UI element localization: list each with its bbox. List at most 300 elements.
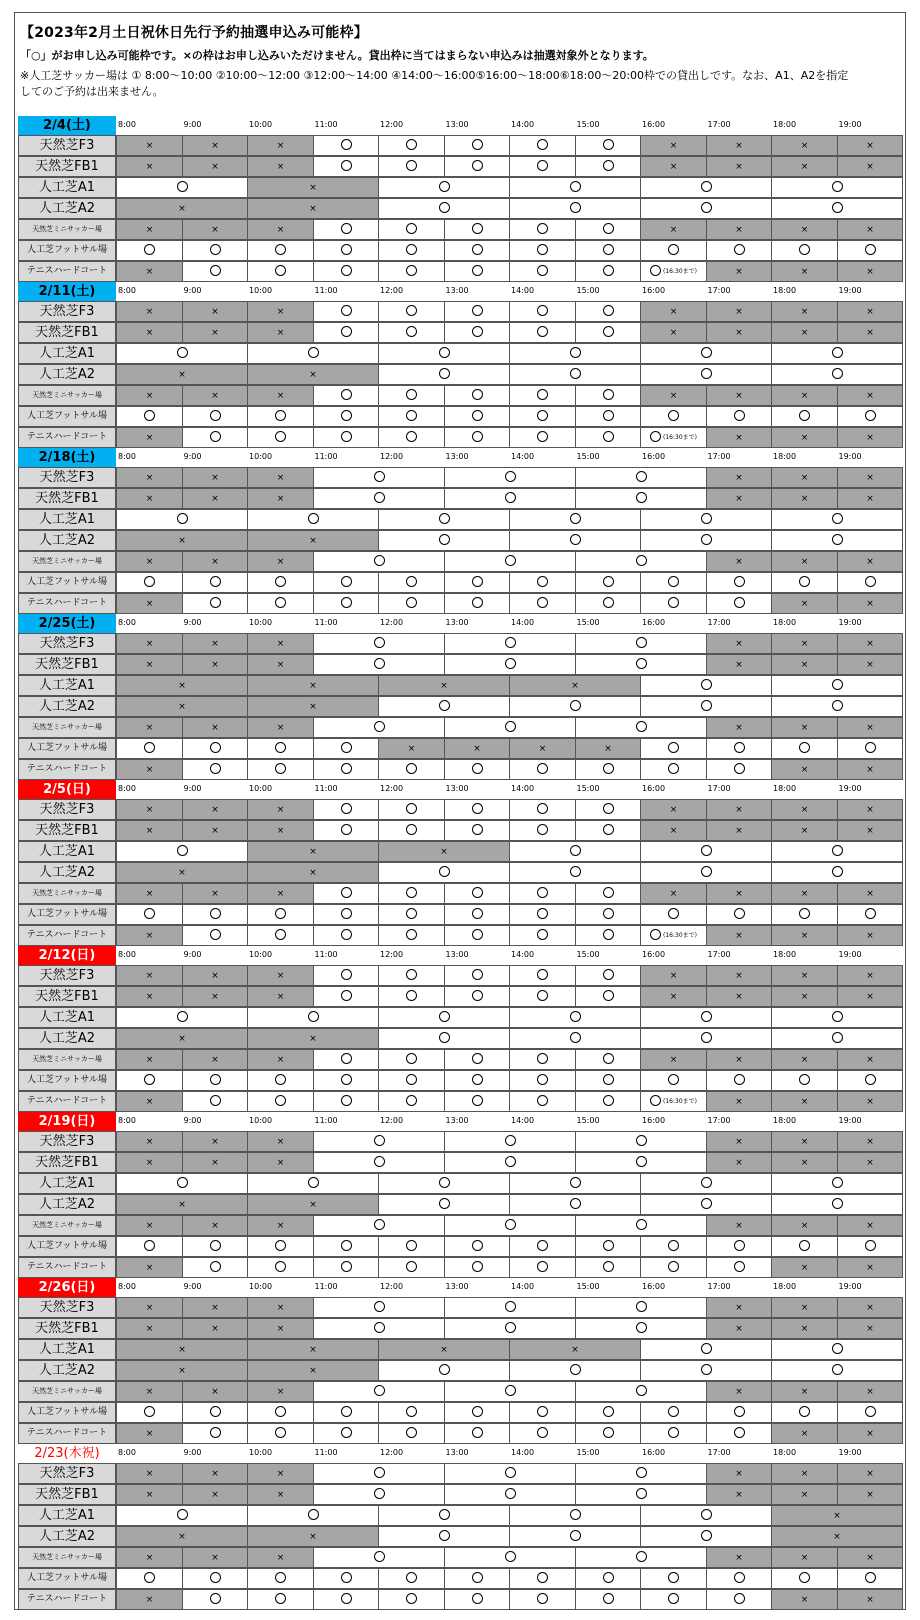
available-slot[interactable] (313, 322, 379, 343)
available-slot[interactable] (837, 1236, 903, 1257)
available-slot[interactable] (313, 1257, 379, 1278)
available-slot[interactable] (509, 1049, 576, 1070)
available-slot[interactable] (575, 1131, 707, 1152)
available-slot[interactable] (575, 925, 641, 946)
available-slot[interactable] (706, 240, 772, 261)
available-slot[interactable] (509, 156, 576, 177)
available-slot[interactable] (313, 1215, 445, 1236)
available-slot[interactable] (837, 1070, 903, 1091)
available-slot[interactable] (444, 717, 576, 738)
available-slot[interactable] (509, 1589, 576, 1610)
available-slot[interactable] (378, 322, 445, 343)
available-slot[interactable] (378, 820, 445, 841)
available-slot[interactable] (706, 593, 772, 614)
available-slot[interactable] (313, 904, 379, 925)
available-slot[interactable] (313, 799, 379, 820)
available-slot[interactable] (444, 1236, 510, 1257)
available-slot[interactable] (378, 1007, 510, 1028)
available-slot[interactable] (771, 904, 838, 925)
available-slot[interactable] (313, 385, 379, 406)
available-slot[interactable] (444, 965, 510, 986)
available-slot[interactable] (444, 1589, 510, 1610)
available-slot[interactable] (378, 862, 510, 883)
available-slot[interactable] (313, 1091, 379, 1112)
available-slot[interactable] (509, 799, 576, 820)
available-slot[interactable] (247, 1589, 314, 1610)
available-slot[interactable] (182, 759, 248, 780)
available-slot[interactable] (706, 738, 772, 759)
available-slot[interactable] (444, 156, 510, 177)
available-slot[interactable] (706, 572, 772, 593)
available-slot[interactable] (313, 240, 379, 261)
available-slot[interactable] (575, 1547, 707, 1568)
available-slot[interactable] (837, 1402, 903, 1423)
available-slot[interactable] (182, 572, 248, 593)
available-slot[interactable] (771, 509, 903, 530)
available-slot[interactable] (575, 301, 641, 322)
available-slot[interactable] (575, 551, 707, 572)
available-slot[interactable] (378, 177, 510, 198)
available-slot[interactable] (640, 530, 772, 551)
available-slot[interactable] (378, 1505, 510, 1526)
available-slot[interactable] (247, 1257, 314, 1278)
available-slot[interactable] (575, 717, 707, 738)
available-slot[interactable] (444, 406, 510, 427)
available-slot[interactable] (444, 551, 576, 572)
available-slot[interactable] (771, 1070, 838, 1091)
available-slot[interactable] (247, 738, 314, 759)
available-slot[interactable] (378, 925, 445, 946)
available-slot[interactable] (575, 1257, 641, 1278)
available-slot[interactable] (182, 1423, 248, 1444)
available-slot[interactable] (182, 1568, 248, 1589)
available-slot[interactable] (444, 467, 576, 488)
available-slot[interactable] (378, 799, 445, 820)
available-slot[interactable] (378, 198, 510, 219)
available-slot[interactable] (313, 219, 379, 240)
available-slot[interactable] (640, 427, 707, 448)
available-slot[interactable] (771, 530, 903, 551)
available-slot[interactable] (640, 240, 707, 261)
available-slot[interactable] (509, 883, 576, 904)
available-slot[interactable] (444, 633, 576, 654)
available-slot[interactable] (509, 593, 576, 614)
available-slot[interactable] (509, 1423, 576, 1444)
available-slot[interactable] (509, 820, 576, 841)
available-slot[interactable] (182, 406, 248, 427)
available-slot[interactable] (575, 904, 641, 925)
available-slot[interactable] (640, 572, 707, 593)
available-slot[interactable] (640, 1589, 707, 1610)
available-slot[interactable] (444, 1070, 510, 1091)
available-slot[interactable] (509, 385, 576, 406)
available-slot[interactable] (444, 385, 510, 406)
available-slot[interactable] (509, 1402, 576, 1423)
available-slot[interactable] (509, 965, 576, 986)
available-slot[interactable] (771, 198, 903, 219)
available-slot[interactable] (640, 198, 772, 219)
available-slot[interactable] (116, 509, 248, 530)
available-slot[interactable] (247, 1568, 314, 1589)
available-slot[interactable] (116, 1070, 183, 1091)
available-slot[interactable] (444, 1423, 510, 1444)
available-slot[interactable] (771, 1568, 838, 1589)
available-slot[interactable] (444, 488, 576, 509)
available-slot[interactable] (313, 551, 445, 572)
available-slot[interactable] (837, 904, 903, 925)
available-slot[interactable] (706, 1568, 772, 1589)
available-slot[interactable] (378, 1568, 445, 1589)
available-slot[interactable] (313, 717, 445, 738)
available-slot[interactable] (247, 427, 314, 448)
available-slot[interactable] (640, 862, 772, 883)
available-slot[interactable] (116, 841, 248, 862)
available-slot[interactable] (444, 301, 510, 322)
available-slot[interactable] (509, 572, 576, 593)
available-slot[interactable] (575, 1423, 641, 1444)
available-slot[interactable] (771, 696, 903, 717)
available-slot[interactable] (575, 1070, 641, 1091)
available-slot[interactable] (444, 1402, 510, 1423)
available-slot[interactable] (509, 219, 576, 240)
available-slot[interactable] (247, 904, 314, 925)
available-slot[interactable] (575, 427, 641, 448)
available-slot[interactable] (640, 1007, 772, 1028)
available-slot[interactable] (378, 156, 445, 177)
available-slot[interactable] (509, 1257, 576, 1278)
available-slot[interactable] (378, 759, 445, 780)
available-slot[interactable] (444, 1463, 576, 1484)
available-slot[interactable] (509, 509, 641, 530)
available-slot[interactable] (378, 509, 510, 530)
available-slot[interactable] (509, 904, 576, 925)
available-slot[interactable] (444, 925, 510, 946)
available-slot[interactable] (509, 759, 576, 780)
available-slot[interactable] (116, 1236, 183, 1257)
available-slot[interactable] (575, 1484, 707, 1505)
available-slot[interactable] (771, 343, 903, 364)
available-slot[interactable] (313, 986, 379, 1007)
available-slot[interactable] (313, 1402, 379, 1423)
available-slot[interactable] (640, 364, 772, 385)
available-slot[interactable] (378, 1194, 510, 1215)
available-slot[interactable] (575, 1236, 641, 1257)
available-slot[interactable] (378, 1526, 510, 1547)
available-slot[interactable] (575, 1318, 707, 1339)
available-slot[interactable] (444, 1131, 576, 1152)
available-slot[interactable] (575, 759, 641, 780)
available-slot[interactable] (509, 1173, 641, 1194)
available-slot[interactable] (313, 1152, 445, 1173)
available-slot[interactable] (182, 1257, 248, 1278)
available-slot[interactable] (575, 572, 641, 593)
available-slot[interactable] (575, 820, 641, 841)
available-slot[interactable] (313, 1589, 379, 1610)
available-slot[interactable] (640, 1360, 772, 1381)
available-slot[interactable] (313, 820, 379, 841)
available-slot[interactable] (444, 883, 510, 904)
available-slot[interactable] (313, 965, 379, 986)
available-slot[interactable] (509, 177, 641, 198)
available-slot[interactable] (640, 177, 772, 198)
available-slot[interactable] (575, 799, 641, 820)
available-slot[interactable] (247, 593, 314, 614)
available-slot[interactable] (509, 1070, 576, 1091)
available-slot[interactable] (378, 1070, 445, 1091)
available-slot[interactable] (706, 1402, 772, 1423)
available-slot[interactable] (116, 406, 183, 427)
available-slot[interactable] (182, 925, 248, 946)
available-slot[interactable] (313, 156, 379, 177)
available-slot[interactable] (247, 1402, 314, 1423)
available-slot[interactable] (182, 904, 248, 925)
available-slot[interactable] (313, 1297, 445, 1318)
available-slot[interactable] (640, 343, 772, 364)
available-slot[interactable] (378, 986, 445, 1007)
available-slot[interactable] (444, 904, 510, 925)
available-slot[interactable] (313, 1381, 445, 1402)
available-slot[interactable] (444, 1215, 576, 1236)
available-slot[interactable] (378, 219, 445, 240)
available-slot[interactable] (509, 841, 641, 862)
available-slot[interactable] (509, 1360, 641, 1381)
available-slot[interactable] (509, 261, 576, 282)
available-slot[interactable] (182, 1091, 248, 1112)
available-slot[interactable] (313, 1236, 379, 1257)
available-slot[interactable] (378, 1173, 510, 1194)
available-slot[interactable] (771, 240, 838, 261)
available-slot[interactable] (444, 1484, 576, 1505)
available-slot[interactable] (444, 572, 510, 593)
available-slot[interactable] (575, 1297, 707, 1318)
available-slot[interactable] (640, 738, 707, 759)
available-slot[interactable] (444, 1152, 576, 1173)
available-slot[interactable] (837, 738, 903, 759)
available-slot[interactable] (640, 1568, 707, 1589)
available-slot[interactable] (640, 406, 707, 427)
available-slot[interactable] (575, 593, 641, 614)
available-slot[interactable] (575, 654, 707, 675)
available-slot[interactable] (313, 1568, 379, 1589)
available-slot[interactable] (575, 1215, 707, 1236)
available-slot[interactable] (640, 675, 772, 696)
available-slot[interactable] (313, 1547, 445, 1568)
available-slot[interactable] (706, 1423, 772, 1444)
available-slot[interactable] (247, 1236, 314, 1257)
available-slot[interactable] (771, 841, 903, 862)
available-slot[interactable] (116, 1402, 183, 1423)
available-slot[interactable] (509, 427, 576, 448)
available-slot[interactable] (247, 1505, 379, 1526)
available-slot[interactable] (313, 633, 445, 654)
available-slot[interactable] (509, 301, 576, 322)
available-slot[interactable] (837, 1568, 903, 1589)
available-slot[interactable] (313, 1484, 445, 1505)
available-slot[interactable] (771, 1028, 903, 1049)
available-slot[interactable] (575, 883, 641, 904)
available-slot[interactable] (313, 925, 379, 946)
available-slot[interactable] (509, 1028, 641, 1049)
available-slot[interactable] (771, 1402, 838, 1423)
available-slot[interactable] (640, 261, 707, 282)
available-slot[interactable] (771, 572, 838, 593)
available-slot[interactable] (182, 1070, 248, 1091)
available-slot[interactable] (575, 633, 707, 654)
available-slot[interactable] (771, 1007, 903, 1028)
available-slot[interactable] (444, 820, 510, 841)
available-slot[interactable] (444, 986, 510, 1007)
available-slot[interactable] (837, 572, 903, 593)
available-slot[interactable] (509, 530, 641, 551)
available-slot[interactable] (509, 322, 576, 343)
available-slot[interactable] (837, 240, 903, 261)
available-slot[interactable] (182, 240, 248, 261)
available-slot[interactable] (313, 1318, 445, 1339)
available-slot[interactable] (247, 406, 314, 427)
available-slot[interactable] (378, 883, 445, 904)
available-slot[interactable] (575, 488, 707, 509)
available-slot[interactable] (509, 240, 576, 261)
available-slot[interactable] (378, 593, 445, 614)
available-slot[interactable] (444, 654, 576, 675)
available-slot[interactable] (116, 343, 248, 364)
available-slot[interactable] (575, 219, 641, 240)
available-slot[interactable] (116, 240, 183, 261)
available-slot[interactable] (575, 135, 641, 156)
available-slot[interactable] (378, 1360, 510, 1381)
available-slot[interactable] (444, 759, 510, 780)
available-slot[interactable] (575, 1152, 707, 1173)
available-slot[interactable] (771, 364, 903, 385)
available-slot[interactable] (509, 1568, 576, 1589)
available-slot[interactable] (116, 904, 183, 925)
available-slot[interactable] (378, 301, 445, 322)
available-slot[interactable] (378, 364, 510, 385)
available-slot[interactable] (116, 1173, 248, 1194)
available-slot[interactable] (313, 593, 379, 614)
available-slot[interactable] (313, 883, 379, 904)
available-slot[interactable] (313, 759, 379, 780)
available-slot[interactable] (182, 593, 248, 614)
available-slot[interactable] (706, 759, 772, 780)
available-slot[interactable] (182, 738, 248, 759)
available-slot[interactable] (509, 696, 641, 717)
available-slot[interactable] (575, 1381, 707, 1402)
available-slot[interactable] (837, 406, 903, 427)
available-slot[interactable] (640, 1423, 707, 1444)
available-slot[interactable] (575, 965, 641, 986)
available-slot[interactable] (313, 1463, 445, 1484)
available-slot[interactable] (575, 1402, 641, 1423)
available-slot[interactable] (313, 572, 379, 593)
available-slot[interactable] (509, 135, 576, 156)
available-slot[interactable] (771, 1236, 838, 1257)
available-slot[interactable] (378, 1091, 445, 1112)
available-slot[interactable] (575, 467, 707, 488)
available-slot[interactable] (771, 738, 838, 759)
available-slot[interactable] (444, 219, 510, 240)
available-slot[interactable] (378, 530, 510, 551)
available-slot[interactable] (378, 1423, 445, 1444)
available-slot[interactable] (378, 427, 445, 448)
available-slot[interactable] (706, 1589, 772, 1610)
available-slot[interactable] (313, 654, 445, 675)
available-slot[interactable] (575, 156, 641, 177)
available-slot[interactable] (640, 904, 707, 925)
available-slot[interactable] (640, 1194, 772, 1215)
available-slot[interactable] (771, 862, 903, 883)
available-slot[interactable] (378, 1028, 510, 1049)
available-slot[interactable] (247, 343, 379, 364)
available-slot[interactable] (640, 1257, 707, 1278)
available-slot[interactable] (444, 427, 510, 448)
available-slot[interactable] (378, 385, 445, 406)
available-slot[interactable] (378, 572, 445, 593)
available-slot[interactable] (575, 986, 641, 1007)
available-slot[interactable] (509, 1526, 641, 1547)
available-slot[interactable] (378, 406, 445, 427)
available-slot[interactable] (247, 759, 314, 780)
available-slot[interactable] (444, 593, 510, 614)
available-slot[interactable] (640, 759, 707, 780)
available-slot[interactable] (182, 427, 248, 448)
available-slot[interactable] (640, 1236, 707, 1257)
available-slot[interactable] (378, 904, 445, 925)
available-slot[interactable] (378, 135, 445, 156)
available-slot[interactable] (771, 406, 838, 427)
available-slot[interactable] (378, 1257, 445, 1278)
available-slot[interactable] (640, 1028, 772, 1049)
available-slot[interactable] (706, 1257, 772, 1278)
available-slot[interactable] (378, 696, 510, 717)
available-slot[interactable] (640, 696, 772, 717)
available-slot[interactable] (640, 841, 772, 862)
available-slot[interactable] (771, 1194, 903, 1215)
available-slot[interactable] (313, 406, 379, 427)
available-slot[interactable] (313, 427, 379, 448)
available-slot[interactable] (313, 1070, 379, 1091)
available-slot[interactable] (575, 261, 641, 282)
available-slot[interactable] (444, 1381, 576, 1402)
available-slot[interactable] (247, 509, 379, 530)
available-slot[interactable] (313, 1049, 379, 1070)
available-slot[interactable] (313, 467, 445, 488)
available-slot[interactable] (313, 261, 379, 282)
available-slot[interactable] (247, 1423, 314, 1444)
available-slot[interactable] (313, 135, 379, 156)
available-slot[interactable] (640, 509, 772, 530)
available-slot[interactable] (575, 406, 641, 427)
available-slot[interactable] (509, 364, 641, 385)
available-slot[interactable] (509, 343, 641, 364)
available-slot[interactable] (116, 177, 248, 198)
available-slot[interactable] (378, 1589, 445, 1610)
available-slot[interactable] (640, 1070, 707, 1091)
available-slot[interactable] (182, 261, 248, 282)
available-slot[interactable] (771, 1173, 903, 1194)
available-slot[interactable] (509, 925, 576, 946)
available-slot[interactable] (509, 1236, 576, 1257)
available-slot[interactable] (509, 1194, 641, 1215)
available-slot[interactable] (247, 1007, 379, 1028)
available-slot[interactable] (509, 406, 576, 427)
available-slot[interactable] (116, 572, 183, 593)
available-slot[interactable] (509, 1007, 641, 1028)
available-slot[interactable] (509, 862, 641, 883)
available-slot[interactable] (509, 986, 576, 1007)
available-slot[interactable] (640, 1526, 772, 1547)
available-slot[interactable] (247, 572, 314, 593)
